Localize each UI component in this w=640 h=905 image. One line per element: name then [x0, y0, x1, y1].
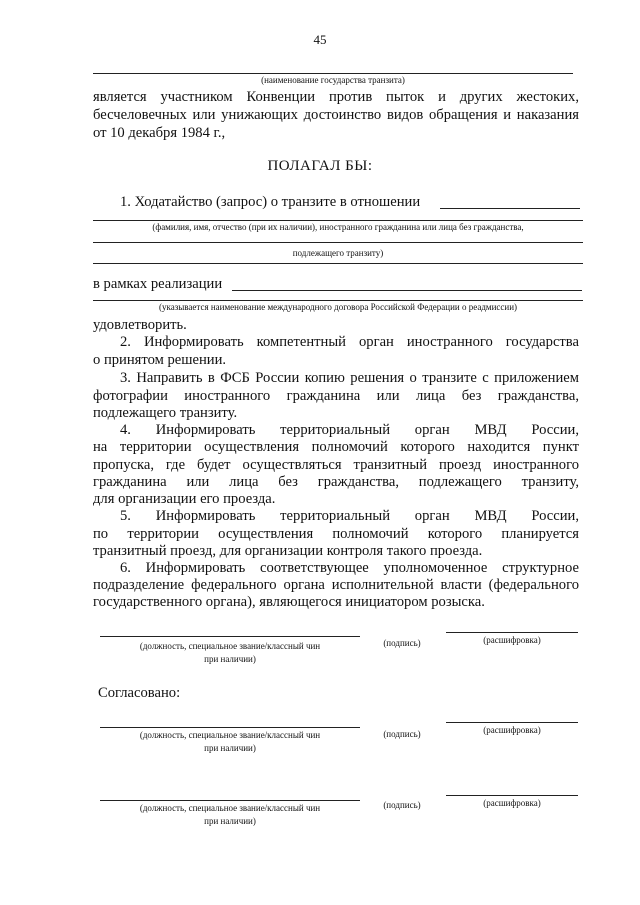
paragraph-line: подлежащего транзиту.	[93, 405, 238, 421]
person-caption: (фамилия, имя, отчество (при их наличии), иностранного гражданина или лица без гражданства,	[152, 222, 524, 232]
sign-caption: (подпись)	[383, 638, 421, 648]
framework-label: в рамках реализации	[93, 276, 223, 292]
person-name-line	[440, 208, 580, 209]
paragraph-line: транзитный проезд, для организации контроля такого проезда.	[93, 543, 483, 559]
paragraph-line: подразделение федерального органа исполнительной власти (федерального	[93, 577, 579, 593]
position-line	[100, 800, 360, 801]
paragraph-line: государственного органа), являющегося инициатором розыска.	[93, 594, 485, 610]
position-line	[100, 636, 360, 637]
position-caption: (должность, специальное звание/классный чин	[139, 641, 321, 651]
paragraph-line: пропуска, где будет осуществляться транзитный проезд иностранного	[93, 457, 579, 473]
decode-caption: (расшифровка)	[483, 635, 541, 645]
divider-line	[93, 263, 583, 264]
item-1-text: 1. Ходатайство (запрос) о транзите в отношении	[120, 194, 421, 210]
intro-line: является участником Конвенции против пыток и других жестоких,	[93, 89, 579, 105]
section-heading: ПОЛАГАЛ БЫ:	[267, 158, 373, 174]
treaty-line	[232, 290, 582, 291]
paragraph-line: 6. Информировать соответствующее уполномоченное структурное	[120, 560, 579, 576]
state-name-line	[93, 73, 573, 74]
paragraph-line: на территории осуществления полномочий которого находится пункт	[93, 439, 579, 455]
sign-caption: (подпись)	[383, 729, 421, 739]
page-number: 45	[313, 32, 327, 47]
decode-caption: (расшифровка)	[483, 725, 541, 735]
decode-caption: (расшифровка)	[483, 798, 541, 808]
person-name-line	[93, 220, 583, 221]
person-name-line	[93, 242, 583, 243]
decode-line	[446, 795, 578, 796]
intro-line: от 10 декабря 1984 г.,	[93, 125, 226, 141]
state-caption: (наименование государства транзита)	[261, 75, 405, 85]
decode-line	[446, 632, 578, 633]
paragraph-line: о принятом решении.	[93, 352, 227, 368]
position-caption: при наличии)	[204, 816, 256, 826]
sign-caption: (подпись)	[383, 800, 421, 810]
agreed-label: Согласовано:	[98, 685, 181, 701]
paragraph-line: 3. Направить в ФСБ России копию решения о транзите с приложением	[120, 370, 579, 386]
intro-line: бесчеловечных или унижающих достоинство видов обращения и наказания	[93, 107, 579, 123]
position-caption: (должность, специальное звание/классный чин	[139, 803, 321, 813]
position-line	[100, 727, 360, 728]
position-caption: при наличии)	[204, 743, 256, 753]
treaty-line	[93, 300, 583, 301]
treaty-caption: (указывается наименование международного договора Российской Федерации о реадмиссии)	[158, 302, 518, 312]
paragraph-line: по территории осуществления полномочий которого планируется	[93, 526, 579, 542]
paragraph-line: гражданина или лица без гражданства, подлежащего транзиту,	[93, 474, 579, 490]
position-caption: при наличии)	[204, 654, 256, 664]
position-caption: (должность, специальное звание/классный чин	[139, 730, 321, 740]
paragraph-line: 2. Информировать компетентный орган иностранного государства	[120, 334, 579, 350]
paragraph-line: 4. Информировать территориальный орган МВД России,	[120, 422, 579, 438]
paragraph-line: для организации его проезда.	[93, 491, 276, 507]
decode-line	[446, 722, 578, 723]
paragraph-line: фотографии иностранного гражданина или лица без гражданства,	[93, 388, 579, 404]
paragraph-line: удовлетворить.	[93, 317, 187, 333]
paragraph-line: 5. Информировать территориальный орган МВД России,	[120, 508, 579, 524]
person-caption: подлежащего транзиту)	[292, 248, 384, 258]
